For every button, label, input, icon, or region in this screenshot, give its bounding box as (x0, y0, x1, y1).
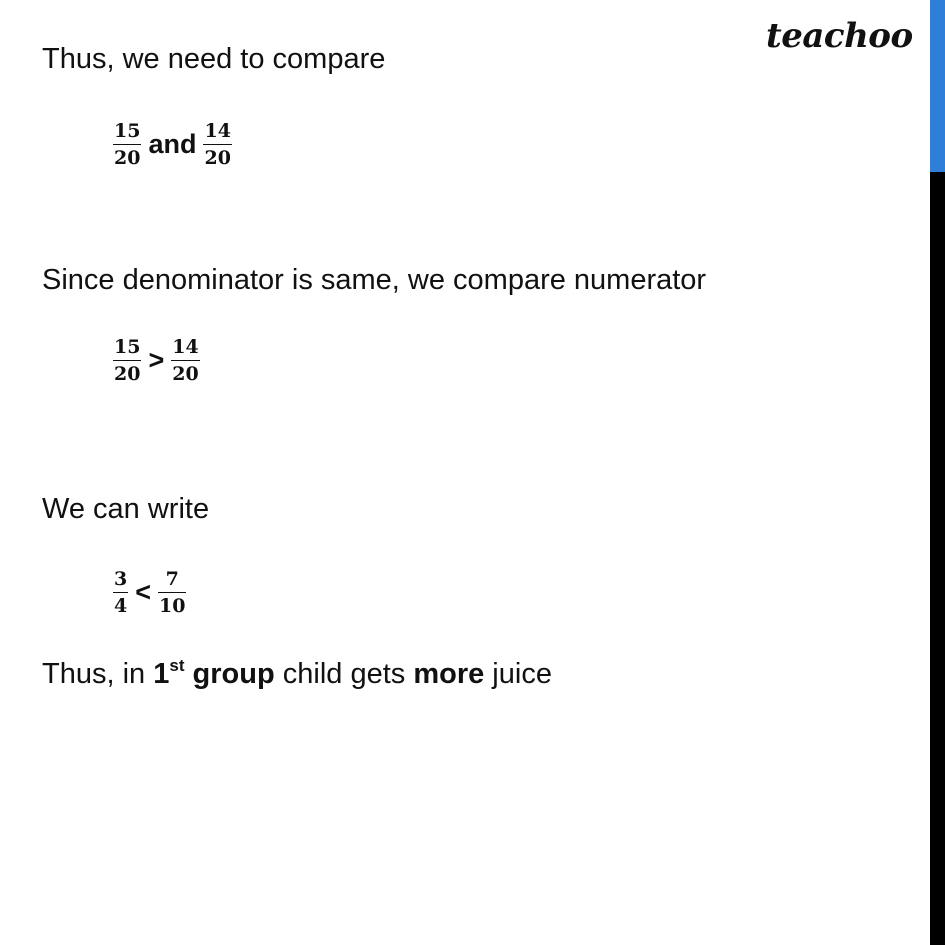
fraction-comparison-3 (113, 568, 186, 617)
conclusion-prefix: Thus, in (42, 658, 154, 690)
numerator: 3 (114, 568, 128, 590)
more-word: more (413, 658, 485, 690)
fraction-15-20 (113, 120, 141, 169)
numerator: 7 (165, 568, 179, 590)
same-denominator-text: Since denominator is same, we compare numerator (42, 264, 707, 296)
fraction-comparison-1 (113, 120, 232, 169)
denominator: 20 (114, 363, 141, 385)
numerator: 14 (204, 120, 231, 142)
denominator: 4 (114, 595, 128, 617)
teachoo-logo: teachoo (766, 16, 913, 56)
operator-less-than: < (135, 577, 152, 607)
fraction-7-10 (158, 568, 186, 617)
fraction-comparison-2 (113, 336, 200, 385)
fraction-14-20 (203, 120, 231, 169)
we-can-write-text: We can write (42, 493, 210, 525)
numerator: 15 (114, 336, 141, 358)
compare-intro-text: Thus, we need to compare (42, 43, 386, 75)
numerator: 14 (172, 336, 199, 358)
numerator: 15 (114, 120, 141, 142)
denominator: 10 (159, 595, 186, 617)
ordinal-suffix: st (169, 656, 185, 675)
conclusion-text (42, 657, 552, 691)
denominator: 20 (114, 147, 141, 169)
conclusion-middle: child gets (274, 658, 414, 690)
side-bar-accent (930, 0, 945, 172)
ordinal-number: 1 (153, 658, 170, 690)
fraction-15-20 (113, 336, 141, 385)
fraction-3-4 (113, 568, 128, 617)
operator-greater-than: > (148, 345, 165, 375)
denominator: 20 (172, 363, 199, 385)
denominator: 20 (204, 147, 231, 169)
fraction-14-20 (171, 336, 199, 385)
conclusion-suffix: juice (484, 658, 552, 690)
operator-and: and (148, 129, 197, 159)
group-word: group (184, 658, 275, 690)
group-ordinal (153, 658, 274, 690)
